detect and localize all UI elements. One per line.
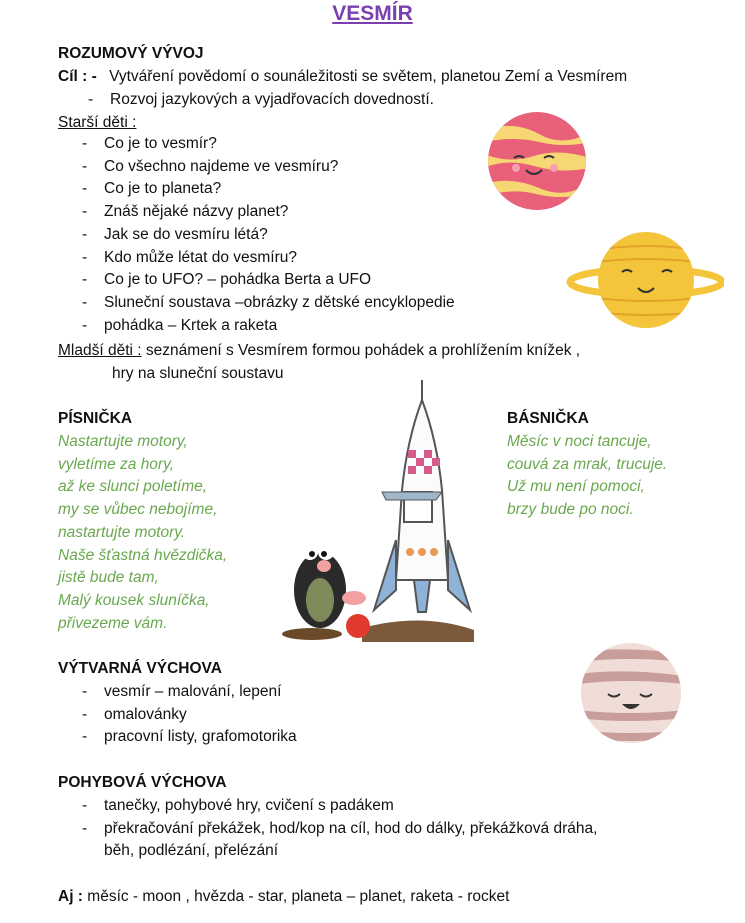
older-kids-label: Starší děti : [58,114,137,131]
pe-heading: POHYBOVÁ VÝCHOVA [58,774,227,791]
poem-line: brzy bude po noci. [507,501,634,519]
poem-line: couvá za mrak, trucuje. [507,455,668,473]
song-line: Malý kousek sluníčka, [58,591,210,609]
younger-kids-text-2: hry na sluneční soustavu [112,365,284,382]
younger-kids-label: Mladší děti : [58,342,142,359]
english-text: měsíc - moon , hvězda - star, planeta – planet, raketa - rocket [87,888,510,905]
goal-text-1: Vytváření povědomí o sounáležitosti se světem, planetou Zemí a Vesmírem [109,68,628,85]
art-heading: VÝTVARNÁ VÝCHOVA [58,660,222,677]
younger-kids-line-1 [58,342,580,360]
goal-line-1 [58,68,627,86]
song-line: jistě bude tam, [58,569,159,587]
list-item: - Co je to planeta? [82,180,222,198]
striped-planet-icon [578,640,684,746]
pe-list [82,795,597,863]
list-item: - pracovní listy, grafomotorika [82,728,297,746]
list-item: - Co je to vesmír? [82,135,217,152]
list-item: - Znáš nějaké názvy planet? [82,203,289,221]
list-item: - Kdo může létat do vesmíru? [82,248,297,266]
song-line: vyletíme za hory, [58,455,175,473]
poem-verses [507,431,667,522]
song-line: Nastartujte motory, [58,433,188,450]
song-line: nastartujte motory. [58,523,186,541]
song-line: Naše šťastná hvězdička, [58,546,228,564]
yellow-ringed-planet-icon [566,228,724,332]
poem-heading: BÁSNIČKA [507,410,589,427]
list-item: - Co všechno najdeme ve vesmíru? [82,157,339,175]
younger-kids-text-1: seznámení s Vesmírem formou pohádek a prohlížením knížek , [145,342,581,359]
section-heading-rozumovy: ROZUMOVÝ VÝVOJ [58,45,204,62]
page-title: VESMÍR [332,2,413,25]
song-heading: PÍSNIČKA [58,410,133,427]
song-line: my se vůbec nebojíme, [58,501,218,519]
list-item: - omalovánky [82,705,187,723]
list-item: - Jak se do vesmíru létá? [82,225,268,243]
list-item: - Sluneční soustava –obrázky z dětské encyklopedie [82,293,455,311]
list-item: - tanečky, pohybové hry, cvičení s padákem [82,797,394,814]
goal-text-2: Rozvoj jazykových a vyjadřovacích dovedností. [110,91,434,108]
list-item: - Co je to UFO? – pohádka Berta a UFO [82,271,372,289]
song-line: až ke slunci poletíme, [58,478,208,496]
song-verses [58,431,227,635]
english-label: Aj : [58,888,83,905]
list-item: - pohádka – Krtek a raketa [82,316,278,334]
list-item: běh, podlézání, přelézání [104,842,279,860]
older-kids-list [82,133,455,337]
pink-planet-icon [484,108,590,214]
english-words [58,888,509,906]
poem-line: Už mu není pomoci, [507,478,645,496]
art-list [82,681,297,749]
list-item: - překračování překážek, hod/kop na cíl, hod do dálky, překážková dráha, [82,819,598,837]
rocket-and-mole-illustration [262,380,474,642]
song-line: přivezeme vám. [58,614,168,632]
poem-line: Měsíc v noci tancuje, [507,433,652,450]
list-item: - vesmír – malování, lepení [82,683,282,700]
goal-label: Cíl : - [58,68,97,85]
goal-line-2: - Rozvoj jazykových a vyjadřovacích dovedností. [88,91,434,108]
